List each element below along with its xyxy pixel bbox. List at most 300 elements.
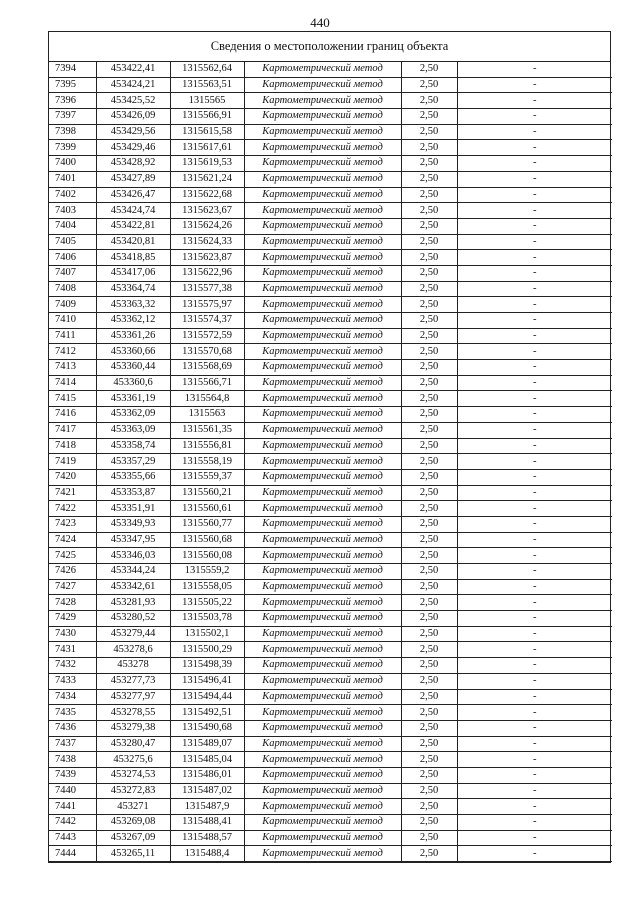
point-number-cell: 7407	[49, 265, 96, 281]
description-cell: -	[457, 109, 612, 125]
method-cell: Картометрический метод	[244, 234, 401, 250]
accuracy-cell: 2,50	[401, 250, 457, 266]
table-row	[49, 62, 612, 77]
y-coordinate-cell: 1315566,91	[170, 109, 244, 125]
point-number-cell: 7440	[49, 783, 96, 799]
point-number-cell: 7405	[49, 234, 96, 250]
table-row	[49, 501, 612, 517]
accuracy-cell: 2,50	[401, 124, 457, 140]
x-coordinate-cell: 453349,93	[96, 516, 170, 532]
accuracy-cell: 2,50	[401, 815, 457, 831]
accuracy-cell: 2,50	[401, 626, 457, 642]
x-coordinate-cell: 453360,66	[96, 344, 170, 360]
description-cell: -	[457, 736, 612, 752]
accuracy-cell: 2,50	[401, 767, 457, 783]
y-coordinate-cell: 1315488,57	[170, 830, 244, 846]
x-coordinate-cell: 453420,81	[96, 234, 170, 250]
x-coordinate-cell: 453358,74	[96, 438, 170, 454]
table-caption: Сведения о местоположении границ объекта	[49, 32, 610, 62]
accuracy-cell: 2,50	[401, 595, 457, 611]
description-cell: -	[457, 516, 612, 532]
table-row	[49, 532, 612, 548]
x-coordinate-cell: 453280,52	[96, 611, 170, 627]
accuracy-cell: 2,50	[401, 93, 457, 109]
x-coordinate-cell: 453269,08	[96, 815, 170, 831]
method-cell: Картометрический метод	[244, 642, 401, 658]
table-row	[49, 516, 612, 532]
method-cell: Картометрический метод	[244, 501, 401, 517]
point-number-cell: 7397	[49, 109, 96, 125]
y-coordinate-cell: 1315619,53	[170, 156, 244, 172]
x-coordinate-cell: 453347,95	[96, 532, 170, 548]
description-cell: -	[457, 532, 612, 548]
point-number-cell: 7429	[49, 611, 96, 627]
point-number-cell: 7403	[49, 203, 96, 219]
description-cell: -	[457, 830, 612, 846]
accuracy-cell: 2,50	[401, 218, 457, 234]
description-cell: -	[457, 846, 612, 862]
y-coordinate-cell: 1315563	[170, 407, 244, 423]
x-coordinate-cell: 453275,6	[96, 752, 170, 768]
accuracy-cell: 2,50	[401, 485, 457, 501]
method-cell: Картометрический метод	[244, 516, 401, 532]
y-coordinate-cell: 1315488,4	[170, 846, 244, 862]
accuracy-cell: 2,50	[401, 77, 457, 93]
description-cell: -	[457, 234, 612, 250]
description-cell: -	[457, 375, 612, 391]
table-row	[49, 658, 612, 674]
accuracy-cell: 2,50	[401, 297, 457, 313]
y-coordinate-cell: 1315621,24	[170, 171, 244, 187]
accuracy-cell: 2,50	[401, 281, 457, 297]
description-cell: -	[457, 705, 612, 721]
x-coordinate-cell: 453363,09	[96, 422, 170, 438]
method-cell: Картометрический метод	[244, 579, 401, 595]
x-coordinate-cell: 453422,81	[96, 218, 170, 234]
method-cell: Картометрический метод	[244, 846, 401, 862]
point-number-cell: 7422	[49, 501, 96, 517]
method-cell: Картометрический метод	[244, 689, 401, 705]
x-coordinate-cell: 453279,44	[96, 626, 170, 642]
y-coordinate-cell: 1315563,51	[170, 77, 244, 93]
method-cell: Картометрический метод	[244, 344, 401, 360]
method-cell: Картометрический метод	[244, 611, 401, 627]
accuracy-cell: 2,50	[401, 548, 457, 564]
x-coordinate-cell: 453344,24	[96, 564, 170, 580]
description-cell: -	[457, 407, 612, 423]
point-number-cell: 7396	[49, 93, 96, 109]
table-row	[49, 438, 612, 454]
description-cell: -	[457, 611, 612, 627]
point-number-cell: 7414	[49, 375, 96, 391]
table-row	[49, 564, 612, 580]
table-row	[49, 642, 612, 658]
y-coordinate-cell: 1315622,96	[170, 265, 244, 281]
description-cell: -	[457, 156, 612, 172]
y-coordinate-cell: 1315622,68	[170, 187, 244, 203]
method-cell: Картометрический метод	[244, 93, 401, 109]
x-coordinate-cell: 453418,85	[96, 250, 170, 266]
x-coordinate-cell: 453278	[96, 658, 170, 674]
accuracy-cell: 2,50	[401, 720, 457, 736]
x-coordinate-cell: 453351,91	[96, 501, 170, 517]
point-number-cell: 7436	[49, 720, 96, 736]
method-cell: Картометрический метод	[244, 328, 401, 344]
method-cell: Картометрический метод	[244, 360, 401, 376]
point-number-cell: 7443	[49, 830, 96, 846]
description-cell: -	[457, 203, 612, 219]
table-body	[49, 62, 612, 862]
y-coordinate-cell: 1315572,59	[170, 328, 244, 344]
y-coordinate-cell: 1315485,04	[170, 752, 244, 768]
y-coordinate-cell: 1315486,01	[170, 767, 244, 783]
accuracy-cell: 2,50	[401, 313, 457, 329]
table-row	[49, 815, 612, 831]
x-coordinate-cell: 453277,97	[96, 689, 170, 705]
y-coordinate-cell: 1315562,64	[170, 62, 244, 77]
point-number-cell: 7428	[49, 595, 96, 611]
point-number-cell: 7437	[49, 736, 96, 752]
table-row	[49, 265, 612, 281]
accuracy-cell: 2,50	[401, 265, 457, 281]
point-number-cell: 7408	[49, 281, 96, 297]
point-number-cell: 7395	[49, 77, 96, 93]
table-row	[49, 673, 612, 689]
point-number-cell: 7394	[49, 62, 96, 77]
accuracy-cell: 2,50	[401, 799, 457, 815]
y-coordinate-cell: 1315487,02	[170, 783, 244, 799]
x-coordinate-cell: 453271	[96, 799, 170, 815]
y-coordinate-cell: 1315498,39	[170, 658, 244, 674]
point-number-cell: 7411	[49, 328, 96, 344]
description-cell: -	[457, 501, 612, 517]
method-cell: Картометрический метод	[244, 469, 401, 485]
point-number-cell: 7433	[49, 673, 96, 689]
x-coordinate-cell: 453360,44	[96, 360, 170, 376]
point-number-cell: 7434	[49, 689, 96, 705]
description-cell: -	[457, 626, 612, 642]
y-coordinate-cell: 1315617,61	[170, 140, 244, 156]
y-coordinate-cell: 1315570,68	[170, 344, 244, 360]
method-cell: Картометрический метод	[244, 595, 401, 611]
table-row	[49, 109, 612, 125]
table-row	[49, 705, 612, 721]
point-number-cell: 7421	[49, 485, 96, 501]
y-coordinate-cell: 1315575,97	[170, 297, 244, 313]
table-row	[49, 344, 612, 360]
y-coordinate-cell: 1315488,41	[170, 815, 244, 831]
table-row	[49, 767, 612, 783]
point-number-cell: 7420	[49, 469, 96, 485]
x-coordinate-cell: 453342,61	[96, 579, 170, 595]
table-row	[49, 799, 612, 815]
accuracy-cell: 2,50	[401, 736, 457, 752]
table-row	[49, 689, 612, 705]
point-number-cell: 7438	[49, 752, 96, 768]
description-cell: -	[457, 218, 612, 234]
y-coordinate-cell: 1315559,37	[170, 469, 244, 485]
y-coordinate-cell: 1315561,35	[170, 422, 244, 438]
x-coordinate-cell: 453278,6	[96, 642, 170, 658]
y-coordinate-cell: 1315487,9	[170, 799, 244, 815]
method-cell: Картометрический метод	[244, 799, 401, 815]
accuracy-cell: 2,50	[401, 469, 457, 485]
point-number-cell: 7425	[49, 548, 96, 564]
accuracy-cell: 2,50	[401, 109, 457, 125]
table-row	[49, 846, 612, 862]
table-row	[49, 124, 612, 140]
x-coordinate-cell: 453278,55	[96, 705, 170, 721]
point-number-cell: 7410	[49, 313, 96, 329]
accuracy-cell: 2,50	[401, 203, 457, 219]
point-number-cell: 7423	[49, 516, 96, 532]
description-cell: -	[457, 548, 612, 564]
point-number-cell: 7402	[49, 187, 96, 203]
table-row	[49, 548, 612, 564]
point-number-cell: 7416	[49, 407, 96, 423]
table-row	[49, 720, 612, 736]
x-coordinate-cell: 453361,26	[96, 328, 170, 344]
description-cell: -	[457, 783, 612, 799]
accuracy-cell: 2,50	[401, 187, 457, 203]
x-coordinate-cell: 453281,93	[96, 595, 170, 611]
y-coordinate-cell: 1315566,71	[170, 375, 244, 391]
method-cell: Картометрический метод	[244, 203, 401, 219]
boundary-points-table	[49, 62, 612, 862]
table-row	[49, 391, 612, 407]
y-coordinate-cell: 1315502,1	[170, 626, 244, 642]
y-coordinate-cell: 1315623,87	[170, 250, 244, 266]
method-cell: Картометрический метод	[244, 454, 401, 470]
y-coordinate-cell: 1315574,37	[170, 313, 244, 329]
accuracy-cell: 2,50	[401, 140, 457, 156]
description-cell: -	[457, 720, 612, 736]
y-coordinate-cell: 1315492,51	[170, 705, 244, 721]
table-row	[49, 407, 612, 423]
table-row	[49, 626, 612, 642]
y-coordinate-cell: 1315624,33	[170, 234, 244, 250]
description-cell: -	[457, 689, 612, 705]
y-coordinate-cell: 1315558,05	[170, 579, 244, 595]
description-cell: -	[457, 297, 612, 313]
accuracy-cell: 2,50	[401, 328, 457, 344]
method-cell: Картометрический метод	[244, 673, 401, 689]
method-cell: Картометрический метод	[244, 187, 401, 203]
table-row	[49, 579, 612, 595]
x-coordinate-cell: 453272,83	[96, 783, 170, 799]
description-cell: -	[457, 344, 612, 360]
accuracy-cell: 2,50	[401, 705, 457, 721]
method-cell: Картометрический метод	[244, 815, 401, 831]
description-cell: -	[457, 454, 612, 470]
x-coordinate-cell: 453357,29	[96, 454, 170, 470]
description-cell: -	[457, 469, 612, 485]
point-number-cell: 7430	[49, 626, 96, 642]
x-coordinate-cell: 453429,56	[96, 124, 170, 140]
point-number-cell: 7401	[49, 171, 96, 187]
x-coordinate-cell: 453353,87	[96, 485, 170, 501]
accuracy-cell: 2,50	[401, 642, 457, 658]
description-cell: -	[457, 124, 612, 140]
point-number-cell: 7435	[49, 705, 96, 721]
point-number-cell: 7442	[49, 815, 96, 831]
method-cell: Картометрический метод	[244, 532, 401, 548]
description-cell: -	[457, 579, 612, 595]
method-cell: Картометрический метод	[244, 109, 401, 125]
accuracy-cell: 2,50	[401, 501, 457, 517]
y-coordinate-cell: 1315503,78	[170, 611, 244, 627]
table-row	[49, 736, 612, 752]
accuracy-cell: 2,50	[401, 422, 457, 438]
point-number-cell: 7406	[49, 250, 96, 266]
method-cell: Картометрический метод	[244, 705, 401, 721]
description-cell: -	[457, 140, 612, 156]
accuracy-cell: 2,50	[401, 783, 457, 799]
x-coordinate-cell: 453362,09	[96, 407, 170, 423]
accuracy-cell: 2,50	[401, 611, 457, 627]
method-cell: Картометрический метод	[244, 626, 401, 642]
table-row	[49, 360, 612, 376]
accuracy-cell: 2,50	[401, 564, 457, 580]
table-row	[49, 469, 612, 485]
method-cell: Картометрический метод	[244, 783, 401, 799]
accuracy-cell: 2,50	[401, 673, 457, 689]
method-cell: Картометрический метод	[244, 391, 401, 407]
description-cell: -	[457, 77, 612, 93]
x-coordinate-cell: 453279,38	[96, 720, 170, 736]
accuracy-cell: 2,50	[401, 171, 457, 187]
point-number-cell: 7431	[49, 642, 96, 658]
table-row	[49, 93, 612, 109]
accuracy-cell: 2,50	[401, 532, 457, 548]
y-coordinate-cell: 1315560,77	[170, 516, 244, 532]
description-cell: -	[457, 752, 612, 768]
table-row	[49, 485, 612, 501]
table-row	[49, 250, 612, 266]
x-coordinate-cell: 453422,41	[96, 62, 170, 77]
y-coordinate-cell: 1315500,29	[170, 642, 244, 658]
method-cell: Картометрический метод	[244, 752, 401, 768]
table-row	[49, 203, 612, 219]
method-cell: Картометрический метод	[244, 407, 401, 423]
point-number-cell: 7399	[49, 140, 96, 156]
description-cell: -	[457, 391, 612, 407]
description-cell: -	[457, 93, 612, 109]
x-coordinate-cell: 453424,74	[96, 203, 170, 219]
x-coordinate-cell: 453427,89	[96, 171, 170, 187]
y-coordinate-cell: 1315556,81	[170, 438, 244, 454]
description-cell: -	[457, 438, 612, 454]
description-cell: -	[457, 673, 612, 689]
y-coordinate-cell: 1315560,68	[170, 532, 244, 548]
x-coordinate-cell: 453274,53	[96, 767, 170, 783]
method-cell: Картометрический метод	[244, 218, 401, 234]
point-number-cell: 7424	[49, 532, 96, 548]
description-cell: -	[457, 422, 612, 438]
y-coordinate-cell: 1315558,19	[170, 454, 244, 470]
accuracy-cell: 2,50	[401, 62, 457, 77]
table-row	[49, 328, 612, 344]
y-coordinate-cell: 1315490,68	[170, 720, 244, 736]
description-cell: -	[457, 313, 612, 329]
method-cell: Картометрический метод	[244, 658, 401, 674]
point-number-cell: 7427	[49, 579, 96, 595]
x-coordinate-cell: 453267,09	[96, 830, 170, 846]
point-number-cell: 7432	[49, 658, 96, 674]
accuracy-cell: 2,50	[401, 344, 457, 360]
x-coordinate-cell: 453280,47	[96, 736, 170, 752]
table-row	[49, 375, 612, 391]
accuracy-cell: 2,50	[401, 360, 457, 376]
method-cell: Картометрический метод	[244, 485, 401, 501]
point-number-cell: 7413	[49, 360, 96, 376]
point-number-cell: 7439	[49, 767, 96, 783]
table-row	[49, 595, 612, 611]
table-row	[49, 297, 612, 313]
point-number-cell: 7426	[49, 564, 96, 580]
table-row	[49, 313, 612, 329]
x-coordinate-cell: 453426,47	[96, 187, 170, 203]
accuracy-cell: 2,50	[401, 391, 457, 407]
y-coordinate-cell: 1315565	[170, 93, 244, 109]
point-number-cell: 7444	[49, 846, 96, 862]
table-row	[49, 783, 612, 799]
accuracy-cell: 2,50	[401, 454, 457, 470]
description-cell: -	[457, 799, 612, 815]
table-row	[49, 454, 612, 470]
table-row	[49, 156, 612, 172]
x-coordinate-cell: 453417,06	[96, 265, 170, 281]
point-number-cell: 7409	[49, 297, 96, 313]
method-cell: Картометрический метод	[244, 140, 401, 156]
description-cell: -	[457, 250, 612, 266]
point-number-cell: 7415	[49, 391, 96, 407]
accuracy-cell: 2,50	[401, 516, 457, 532]
x-coordinate-cell: 453428,92	[96, 156, 170, 172]
table-row	[49, 171, 612, 187]
method-cell: Картометрический метод	[244, 62, 401, 77]
x-coordinate-cell: 453425,52	[96, 93, 170, 109]
method-cell: Картометрический метод	[244, 124, 401, 140]
table-row	[49, 187, 612, 203]
table-row	[49, 77, 612, 93]
description-cell: -	[457, 564, 612, 580]
accuracy-cell: 2,50	[401, 579, 457, 595]
method-cell: Картометрический метод	[244, 767, 401, 783]
description-cell: -	[457, 360, 612, 376]
point-number-cell: 7404	[49, 218, 96, 234]
method-cell: Картометрический метод	[244, 375, 401, 391]
y-coordinate-cell: 1315489,07	[170, 736, 244, 752]
table-row	[49, 422, 612, 438]
description-cell: -	[457, 265, 612, 281]
description-cell: -	[457, 281, 612, 297]
point-number-cell: 7419	[49, 454, 96, 470]
method-cell: Картометрический метод	[244, 548, 401, 564]
x-coordinate-cell: 453277,73	[96, 673, 170, 689]
accuracy-cell: 2,50	[401, 658, 457, 674]
y-coordinate-cell: 1315564,8	[170, 391, 244, 407]
method-cell: Картометрический метод	[244, 156, 401, 172]
description-cell: -	[457, 642, 612, 658]
x-coordinate-cell: 453424,21	[96, 77, 170, 93]
y-coordinate-cell: 1315496,41	[170, 673, 244, 689]
point-number-cell: 7412	[49, 344, 96, 360]
y-coordinate-cell: 1315560,08	[170, 548, 244, 564]
table-row	[49, 234, 612, 250]
x-coordinate-cell: 453265,11	[96, 846, 170, 862]
x-coordinate-cell: 453362,12	[96, 313, 170, 329]
